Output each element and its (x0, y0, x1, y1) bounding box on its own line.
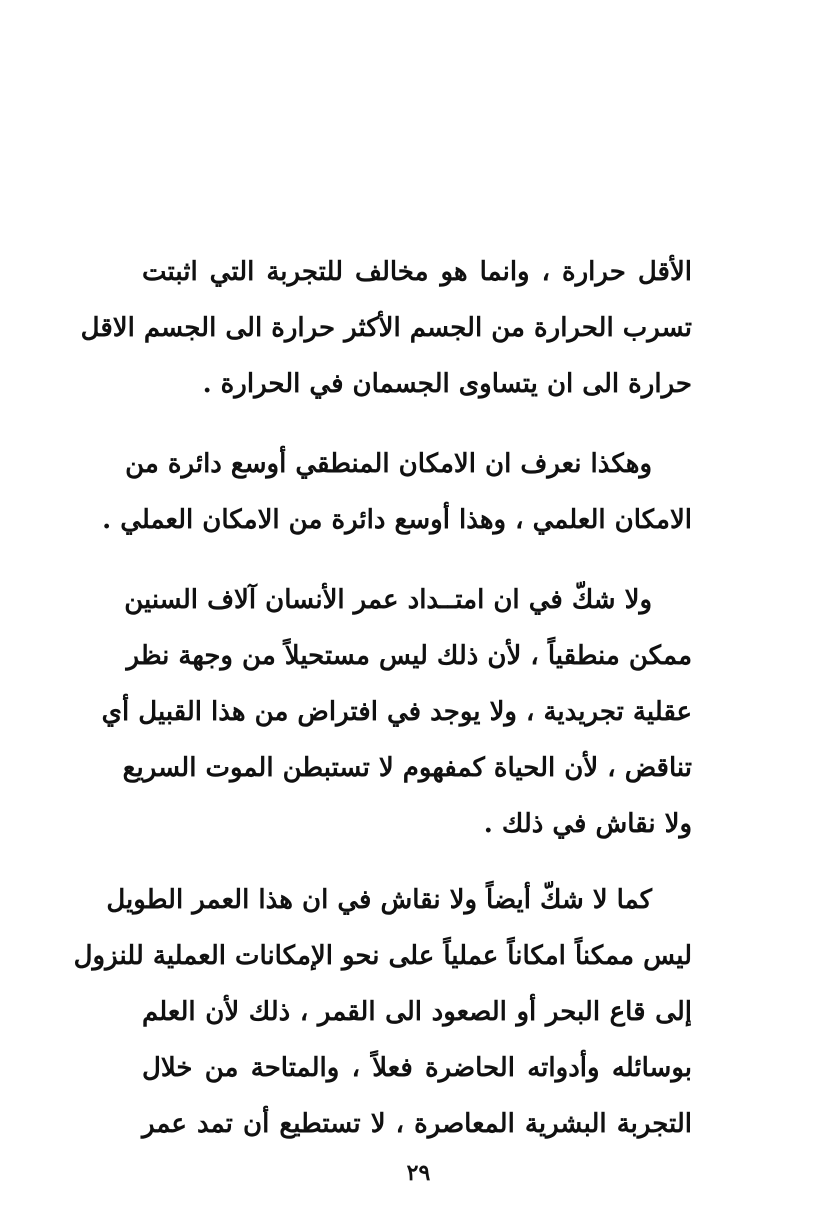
text-line: كما لا شكّ أيضاً ولا نقاش في ان هذا العمر الطويل (106, 885, 652, 915)
text-line: الامكان العلمي ، وهذا أوسع دائرة من الامكان العملي . (102, 505, 692, 535)
text-line: عقلية تجريدية ، ولا يوجد في افتراض من هذا القبيل أي (101, 697, 692, 727)
text-line: إلى قاع البحر أو الصعود الى القمر ، ذلك لأن العلم (142, 997, 692, 1027)
paragraph-4 (73, 872, 692, 1152)
paragraph-1 (80, 244, 692, 412)
text-line: ليس ممكناً امكاناً عملياً على نحو الإمكانات العملية للنزول (73, 941, 692, 971)
text-line: الأقل حرارة ، وانما هو مخالف للتجربة التي اثبتت (142, 257, 692, 287)
text-line: تسرب الحرارة من الجسم الأكثر حرارة الى الجسم الاقل (80, 313, 692, 343)
text-line: ولا شكّ في ان امتــداد عمر الأنسان آلاف السنين (124, 585, 652, 615)
paragraph-3 (101, 572, 692, 852)
text-line: تناقض ، لأن الحياة كمفهوم لا تستبطن الموت السريع (122, 753, 692, 783)
text-line: بوسائله وأدواته الحاضرة فعلاً ، والمتاحة من خلال (142, 1053, 692, 1083)
text-line: حرارة الى ان يتساوى الجسمان في الحرارة . (202, 369, 692, 399)
paragraph-2 (102, 436, 692, 548)
text-line: ممكن منطقياً ، لأن ذلك ليس مستحيلاً من وجهة نظر (126, 641, 692, 671)
page-number: ٢٩ (406, 1160, 431, 1186)
text-line: وهكذا نعرف ان الامكان المنطقي أوسع دائرة من (125, 449, 652, 479)
text-line: ولا نقاش في ذلك . (483, 809, 692, 839)
text-line: التجربة البشرية المعاصرة ، لا تستطيع أن تمد عمر (142, 1109, 692, 1139)
